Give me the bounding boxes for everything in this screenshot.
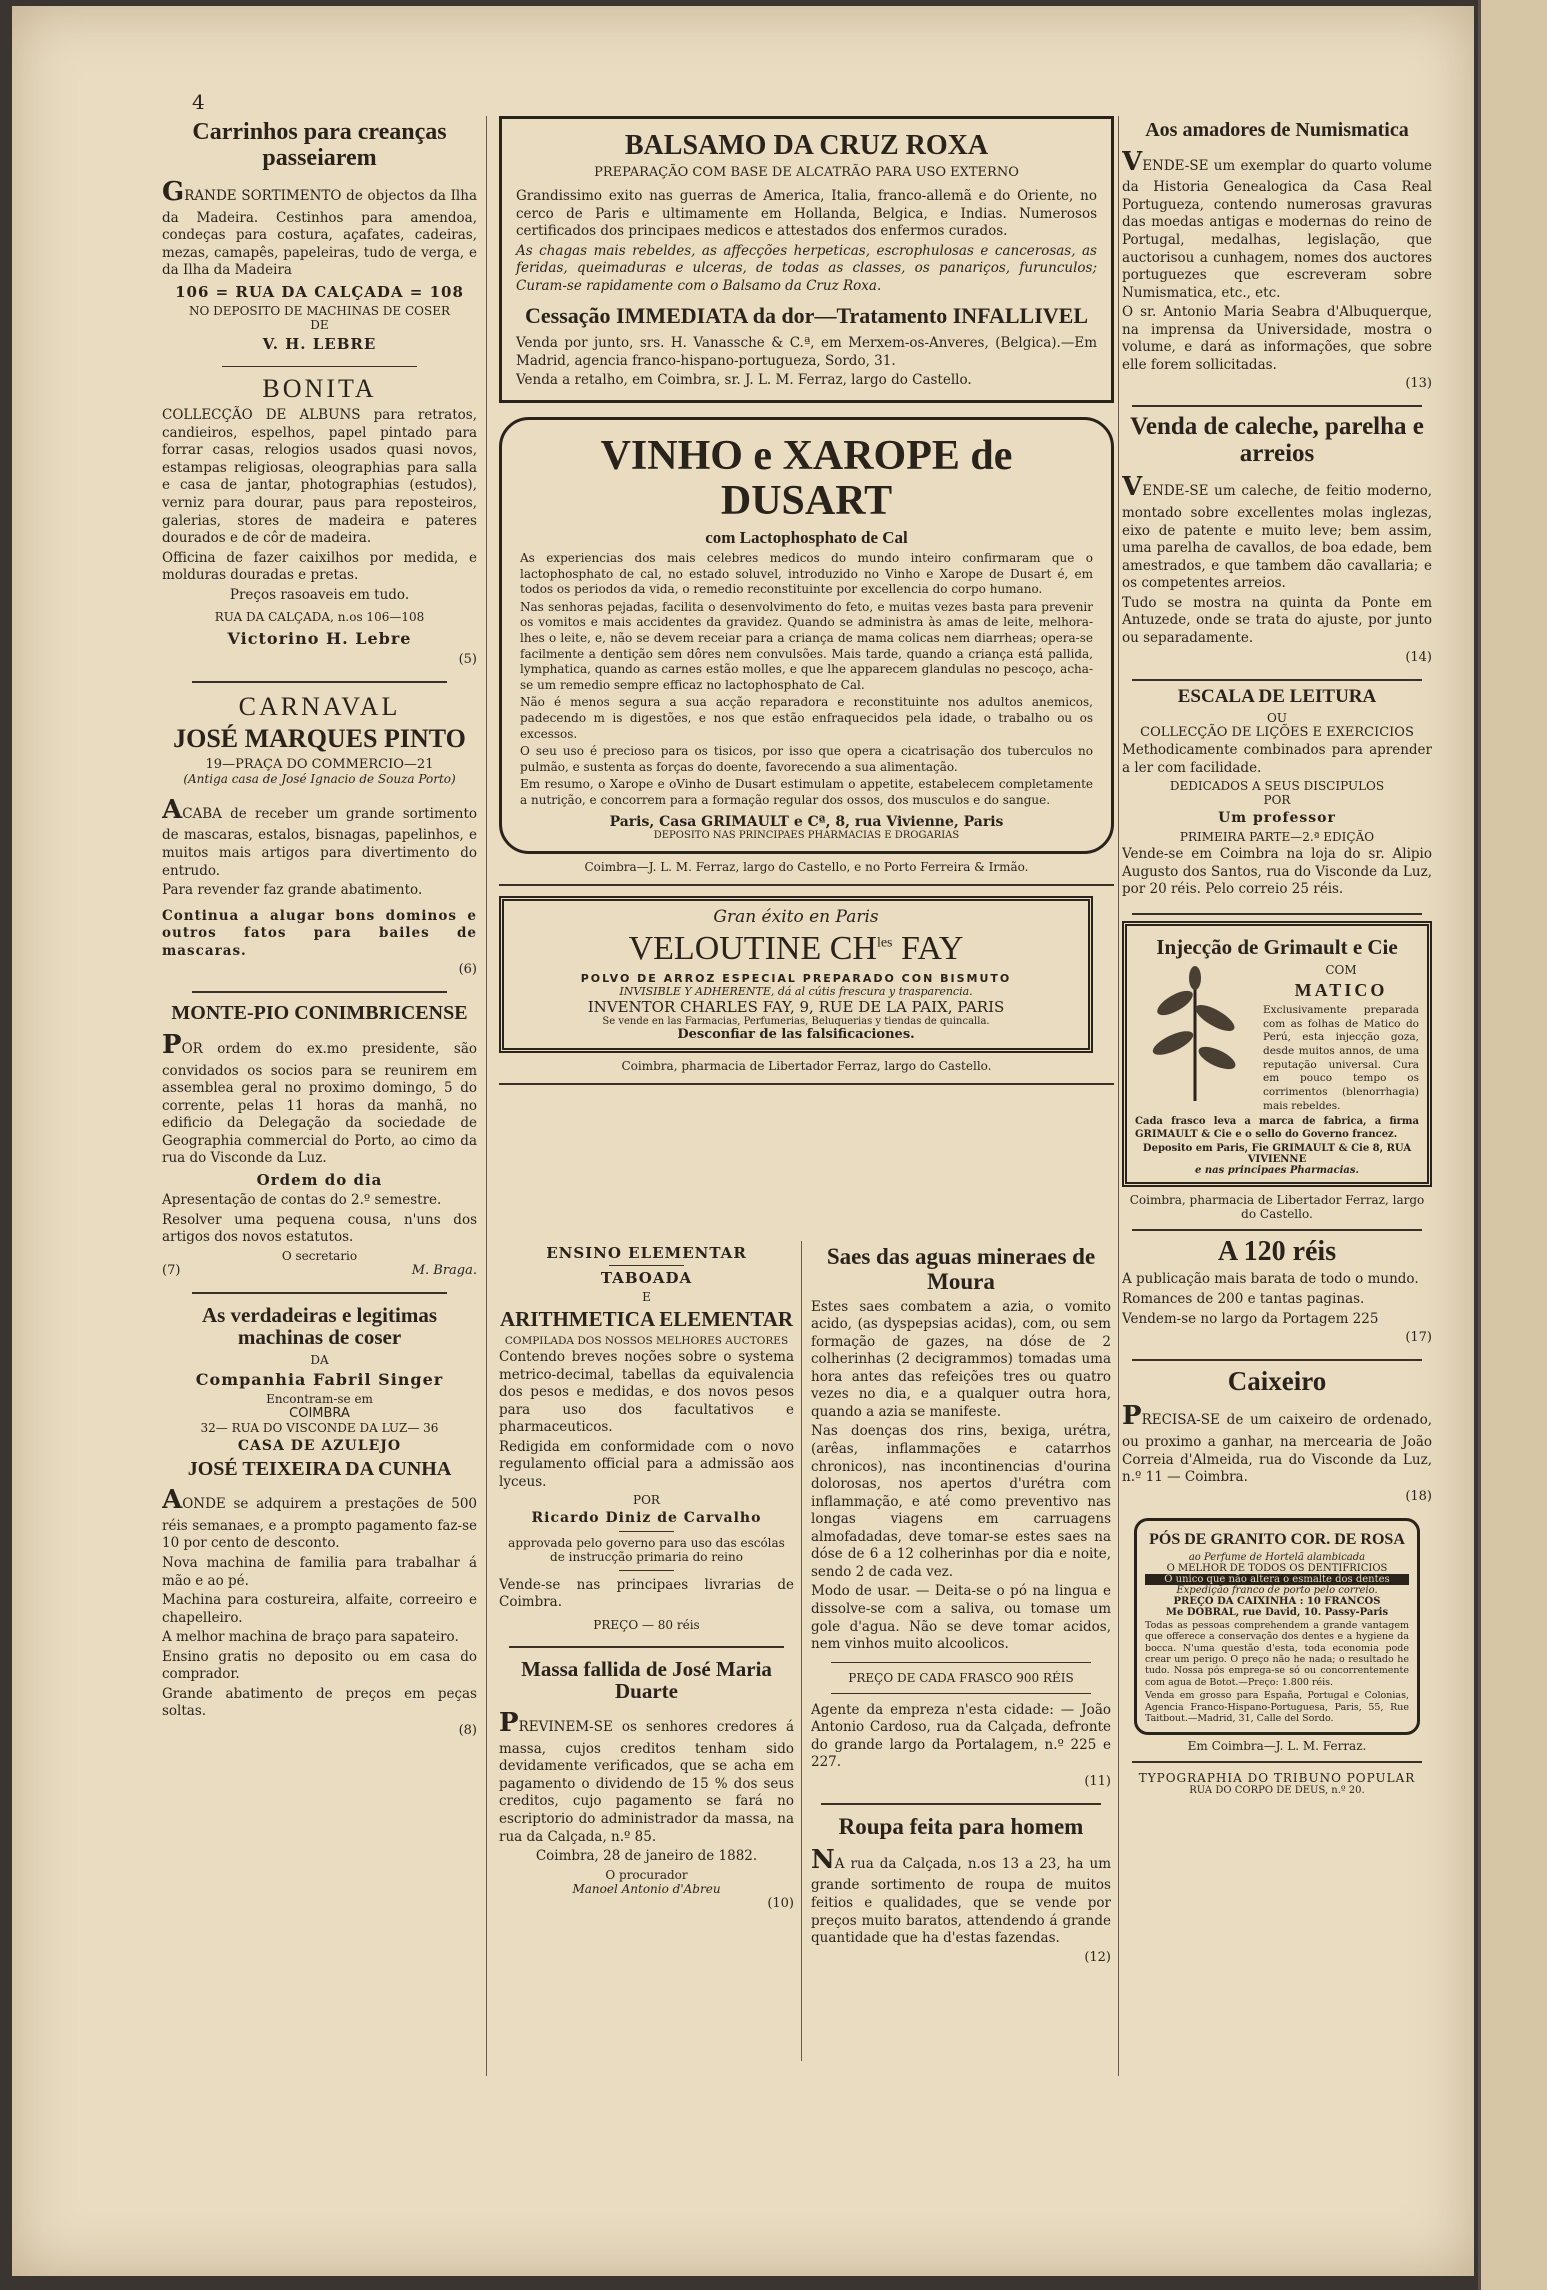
divider	[1132, 679, 1422, 681]
ad-title: BONITA	[262, 374, 377, 404]
ad-veloutine	[499, 896, 1093, 1053]
ad-deposit-2: e nas principaes Pharmacias.	[1195, 1165, 1359, 1177]
ad-company: Companhia Fabril Singer	[195, 1370, 444, 1390]
ad-roupa	[811, 1815, 1111, 1965]
divider	[831, 1662, 1091, 1663]
matico-plant-icon	[1135, 963, 1255, 1103]
ad-title: PÓS DE GRANITO COR. DE ROSA	[1149, 1530, 1405, 1548]
ad-title: Roupa feita para homem	[838, 1813, 1084, 1839]
ad-address: RUA DA CALÇADA, n.os 106—108	[214, 610, 425, 625]
ad-balsamo	[499, 116, 1114, 403]
divider	[1132, 1761, 1422, 1763]
ad-body-3: Modo de usar. — Deita-se o pó na lingua e dissolve-se com a saliva, ou tomase um gole d'agua. Não se deve tomar acidos, nem vinhos muito alcoolicos.	[811, 1583, 1111, 1653]
ad-title: Saes das aguas mineraes de Moura	[826, 1244, 1096, 1294]
typography-title: TYPOGRAPHIA DO TRIBUNO POPULAR	[1138, 1771, 1416, 1786]
ad-ref: (14)	[1405, 649, 1432, 665]
ad-expedition: Expedição franco de porto pelo correio.	[1176, 1584, 1378, 1596]
ad-com: COM	[1325, 962, 1357, 977]
ad-name: JOSÉ MARQUES PINTO	[173, 723, 466, 753]
ad-ref: (11)	[1084, 1773, 1111, 1789]
ad-de: DE	[310, 317, 329, 332]
ad-price: PREÇO — 80 réis	[593, 1617, 700, 1632]
ad-body: Contendo breves noções sobre o systema metrico-decimal, tabellas da equivalencia dos pesos e medidas, e dos novos pesos para uso dos facultativos e pharmaceuticos.	[499, 1349, 794, 1436]
ad-body-2: Nas doenças dos rins, bexiga, urétra, (arêas, inflammações e catarrhos chronicos), nas incontinencias d'ourina dolorosas, nos apertos d'urétra com inflammação, e até como preventivo nas longas viagens em carruagens almofadadas, deve tomar-se estes saes na dóse de 6 a 12 colherinhas por dia e noite, sendo 2 de cada vez.	[811, 1423, 1111, 1580]
typography-address: RUA DO CORPO DE DEUS, n.º 20.	[1189, 1785, 1365, 1797]
column-2	[499, 116, 1114, 2066]
ad-body-2: Tudo se mostra na quinta da Ponte em Antuzede, onde se trata do ajuste, por junto ou separadamente.	[1122, 594, 1432, 647]
next-page-edge	[1478, 0, 1547, 2290]
ad-body-5: Em resumo, o Xarope e oVinho de Dusart estimulam o appetite, estabelecem completamente a nutrição, e concorrem para a formação regular dos ossos, dos musculos e do sangue.	[520, 777, 1093, 807]
ad-body-4: O seu uso é precioso para os tisicos, por isso que opera a cicatrisação dos tuberculos no pulmão, e sustenta as forças do doente, favorecendo a sua alimentação.	[520, 744, 1093, 774]
ad-city: COIMBRA	[289, 1406, 350, 1422]
ad-body: Exclusivamente preparada com as folhas de Matico do Perú, esta injecção goza, desde muitos annos, de uma reputação universal. Cura em pouco tempo os corrimentos (blenorrhagia) mais rebeldes.	[1263, 1004, 1419, 1112]
ad-title: VINHO e XAROPE de DUSART	[600, 432, 1013, 525]
divider	[509, 1646, 784, 1648]
ad-body-4: Agente da empreza n'esta cidade: — João Antonio Cardoso, rua da Calçada, defronte do grande largo da Portalagem, n.º 225 e 227.	[811, 1701, 1111, 1771]
ad-numismatica	[1122, 120, 1432, 391]
ad-injeccao-footer: Coimbra, pharmacia de Libertador Ferraz, largo do Castello.	[1129, 1193, 1425, 1222]
ad-address: 106 = RUA DA CALÇADA = 108	[175, 282, 464, 301]
ad-injeccao	[1122, 921, 1432, 1187]
ad-sub: PREPARAÇÃO COM BASE DE ALCATRÃO PARA USO EXTERNO	[594, 165, 1019, 181]
ad-body: Todas as pessoas comprehendem a grande vantagem que offerece a conservação dos dentes e a hygiene da bocca. N'uma questão d'esta, toda economia pode crear um perigo. O preço não he nada; o resultado he tudo. Nossa pós emprega-se só ou concorrentemente com agua de Botot.—Preço: 1.800 réis.	[1145, 1619, 1409, 1688]
ad-body: VENDE-SE um caleche, de feitio moderno, montado sobre excellentes molas inglezas, eixo de patente e muito leve; bem assim, uma parelha de cavallos, de boa edade, bem amestrados, e que tambem dão cavallaria; e os competentes arreios.	[1122, 472, 1432, 592]
ad-vinho-footer: Coimbra—J. L. M. Ferraz, largo do Castello, e no Porto Ferreira & Irmão.	[584, 860, 1029, 875]
ad-a120	[1122, 1237, 1432, 1345]
ad-pos-granito	[1134, 1518, 1420, 1736]
ad-signature: Victorino H. Lebre	[227, 629, 412, 649]
divider	[619, 1531, 674, 1532]
column-rule	[486, 116, 487, 2076]
divider	[192, 681, 447, 683]
ad-role: O procurador	[605, 1867, 688, 1882]
ad-body: VENDE-SE um exemplar do quarto volume da Historia Genealogica da Casa Real Portugueza, contendo numerosas gravuras das moedas antigas e modernas do reino de Portugal, medalhas, legislação, que auctorisou a cunhagem, nomes dos auctores portuguezes que escreveram sobre Numismatica, etc., etc.	[1122, 146, 1432, 301]
ad-ensino	[499, 1245, 794, 1632]
divider	[499, 884, 1114, 886]
ad-ref: (18)	[1405, 1488, 1432, 1504]
ad-address: Paris, Casa GRIMAULT e Cª, 8, rua Vivienne, Paris	[609, 814, 1004, 831]
ad-body-4: A melhor machina de braço para sapateiro.	[162, 1629, 459, 1646]
ad-best: O MELHOR DE TODOS OS DENTIFRICIOS	[1166, 1562, 1388, 1574]
divider	[499, 1083, 1114, 1085]
newspaper-page	[12, 6, 1474, 2276]
ad-body: PRECISA-SE de um caixeiro de ordenado, ou proximo a ganhar, na mercearia de João Correia d'Almeida, rua do Visconde da Luz, n.º 11 — Coimbra.	[1122, 1401, 1432, 1486]
ad-title: Venda de caleche, parelha e arreios	[1130, 413, 1424, 468]
ad-body: As experiencias dos mais celebres medicos do mundo inteiro confirmaram que o lactophosphato de cal, no estado soluvel, introduzido no Vinho e Xarope de Dusart é, em todos os periodos da vida, o remedio reconstituinte por excellencia do corpo humano.	[520, 550, 1093, 597]
ad-deposit: NO DEPOSITO DE MACHINAS DE COSER	[188, 303, 451, 318]
ad-address: 19—PRAÇA DO COMMERCIO—21	[205, 756, 434, 772]
ad-title: Carrinhos para creanças passeiarem	[192, 119, 447, 171]
ad-body: Grandissimo exito nas guerras de America, Italia, franco-allemã e do Oriente, no cerco de Paris e ultimamente em Hollanda, Belgica, e Indias. Numerosos certificados dos principaes medicos e attestados dos enfermos curados.	[516, 188, 1097, 240]
ad-signer: Manoel Antonio d'Abreu	[572, 1881, 721, 1896]
ad-body: PREVINEM-SE os senhores credores á massa, cujos creditos tenham sido devidamente verificados, que se acha em pagamento o dividendo de 15 % dos seus creditos, cujo pagamento se fará no escriptorio do administrador da massa, na rua da Calçada, n.º 85.	[499, 1707, 794, 1845]
ad-body-6: Grande abatimento de preços em peças soltas.	[162, 1685, 477, 1720]
ad-found: Encontram-se em	[266, 1392, 373, 1407]
ad-body: COLLECÇÃO DE ALBUNS para retratos, candieiros, espelhos, papel pintado para forrar casas, relogios usados quasi novos, estampas religiosas, oleographias para salla e casa de jantar, photographias (estudos), verniz para dourar, paus para reposteiros, galerias, stores de madeira e pateres dourados e de côr de madeira.	[162, 407, 477, 547]
ad-saes	[811, 1245, 1111, 1789]
ad-caixeiro	[1122, 1367, 1432, 1504]
ad-headline: Cessação IMMEDIATA da dor—Tratamento INFALLIVEL	[524, 302, 1089, 328]
ad-por: POR	[633, 1493, 660, 1508]
ad-tag: Gran éxito en Paris	[713, 907, 879, 928]
ad-sub: ao Perfume de Hortelã alambicada	[1188, 1551, 1366, 1563]
ad-ref: (8)	[458, 1722, 477, 1738]
ad-massa	[499, 1658, 794, 1911]
ad-body-2: Cada frasco leva a marca de fabrica, a firma GRIMAULT & Cie e o sello do Governo francez.	[1135, 1116, 1419, 1141]
ad-ref: (13)	[1405, 376, 1432, 392]
page-number: 4	[192, 90, 205, 114]
ad-former: (Antiga casa de José Ignacio de Souza Porto)	[183, 771, 456, 786]
ad-ref: (6)	[458, 962, 477, 978]
ad-e: E	[642, 1290, 651, 1305]
divider	[1132, 1229, 1422, 1231]
ad-title: A 120 réis	[1217, 1236, 1337, 1268]
ad-veloutine-footer: Coimbra, pharmacia de Libertador Ferraz, largo do Castello.	[621, 1059, 992, 1074]
ad-da: DA	[310, 1353, 329, 1368]
ad-body-2: Nas senhoras pejadas, facilita o desenvolvimento do feto, e muitas vezes basta para prevenir os vomitos e mais accidentes da gravidez. Quando se administra às amas de leite, melhora-lhes o leite, e, não se devem receiar para a criança de mama colicas nem diarrheas; opera-se facilmente a dentição sem dôres nem convulsões. Mais tarde, quando a criança está pallida, lymphatica, quando as carnes estão molles, e que lhe apparecem glandulas no pescoço, acha-se um remedio sempre efficaz no lactophosphato de Cal.	[520, 599, 1093, 692]
ad-order: Ordem do dia	[256, 1170, 383, 1189]
ad-title: CARNAVAL	[238, 691, 401, 721]
column-1	[162, 116, 477, 2066]
ad-sale: Vende-se nas principaes livrarias de Coimbra.	[499, 1576, 794, 1611]
ad-t2: ARITHMETICA ELEMENTAR	[499, 1307, 794, 1332]
ad-ref: (12)	[1084, 1949, 1111, 1965]
ad-body-2: Redigida em conformidade com o novo regulamento official para a admissão aos lyceus.	[499, 1438, 794, 1490]
ad-sub: COMPILADA DOS NOSSOS MELHORES AUCTORES	[504, 1335, 789, 1348]
ad-price: PREÇO DE CADA FRASCO 900 RÉIS	[848, 1670, 1074, 1685]
ad-body-5: Ensino gratis no deposito ou em casa do comprador.	[162, 1648, 477, 1683]
ad-sub: COLLECÇÃO DE LIÇÕES E EXERCICIOS	[1140, 725, 1414, 741]
column-2a	[499, 1241, 794, 2066]
ad-title-2: FAY	[901, 930, 964, 968]
ad-body: NA rua da Calçada, n.os 13 a 23, ha um grande sortimento de roupa de muitos feitios e qualidades, que se vende por preços muito baratos, attendendo á grande quantidade que ha d'estas fazendas.	[811, 1844, 1111, 1947]
ad-author: Um professor	[1218, 810, 1336, 827]
ad-sold: Se vende en las Farmacias, Perfumerias, Beluquerias y tiendas de quincalla.	[602, 1016, 990, 1028]
column-rule	[1118, 116, 1119, 2076]
ad-deposit: Deposito em Paris, Fie GRIMAULT & Cie 8, RUA VIVIENNE	[1142, 1143, 1412, 1166]
divider	[821, 1803, 1101, 1805]
ad-title: Injecção de Grimault e Cie	[1156, 934, 1398, 959]
ad-sub: com Lactophosphato de Cal	[705, 527, 908, 547]
ad-title: Caixeiro	[1227, 1366, 1327, 1397]
ad-body-3: Continua a alugar bons dominos e outros fatos para bailes de mascaras.	[162, 907, 477, 959]
ad-caleche	[1122, 413, 1432, 664]
ad-body-2: Nova machina de familia para trabalhar á mão e ao pé.	[162, 1555, 477, 1589]
ad-body-3: Preços rasoaveis em tudo.	[229, 586, 410, 603]
ad-body-3: Machina para costureira, alfaite, correeiro e chapelleiro.	[162, 1592, 477, 1626]
ad-body-2: Romances de 200 e tantas paginas.	[1122, 1290, 1365, 1307]
ad-owner: V. H. LEBRE	[262, 334, 377, 353]
divider	[619, 1570, 674, 1571]
ad-body-2: Officina de fazer caixilhos por medida, e molduras douradas e pretas.	[162, 549, 477, 584]
ad-singer	[162, 1304, 477, 1738]
divider	[1132, 405, 1422, 407]
divider	[831, 1693, 1091, 1694]
ad-secretary: O secretario	[281, 1248, 358, 1263]
ad-ref: (17)	[1405, 1330, 1432, 1346]
ad-unique: O unico que não altera o esmalte dos dentes	[1145, 1574, 1409, 1585]
ad-montepio	[162, 1003, 477, 1278]
ad-name: JOSÉ TEIXEIRA DA CUNHA	[187, 1457, 452, 1480]
ad-body-2: O sr. Antonio Maria Seabra d'Albuquerque, na imprensa da Universidade, mostra o volume, e dará as informações, que sobre elle forem sollicitadas.	[1122, 304, 1432, 373]
column-3	[1122, 116, 1432, 2066]
ad-body: A publicação mais barata de todo o mundo.	[1122, 1271, 1419, 1288]
ad-title: BALSAMO DA CRUZ ROXA	[624, 130, 989, 161]
ad-bonita	[162, 375, 477, 666]
ad-body-2: Para revender faz grande abatimento.	[162, 882, 423, 899]
ad-ref: (7)	[162, 1262, 181, 1278]
column-2b	[811, 1241, 1111, 2066]
ad-title-sup: les	[876, 936, 893, 952]
ad-ou: OU	[1267, 711, 1287, 726]
ad-edition: PRIMEIRA PARTE—2.ª EDIÇÃO	[1179, 830, 1375, 845]
ad-body-3: Vendem-se no largo da Portagem 225	[1122, 1310, 1379, 1327]
ad-body-2: Venda em grosso para España, Portugal e Colonias, Agencia Franco-Hispano-Portuguesa, Paris, 55, Rue Taitbout.—Madrid, 31, Calle del Sordo.	[1145, 1690, 1409, 1725]
ad-title: MONTE-PIO CONIMBRICENSE	[171, 1002, 468, 1025]
ad-body: Methodicamente combinados para aprender a ler com facilidade.	[1122, 742, 1432, 776]
ad-body-3: Não é menos segura a sua acção reparadora e reconstituinte nos adultos anemicos, padecendo m is digestões, e nos que estão enfraquecidos pela idade, o trabalho ou os excessos.	[520, 695, 1093, 741]
ad-pos-footer: Em Coimbra—J. L. M. Ferraz.	[1187, 1739, 1367, 1754]
ad-body: Estes saes combatem a azia, o vomito acido, (as dyspepsias acidas), com, ou sem formação de gazes, na dóse de 2 colherinhas (2 decigrammos) tomadas uma hora antes das refeições tres ou quatro vezes no dia, e a qualquer outra hora, quando a azia se manifeste.	[811, 1298, 1111, 1420]
divider	[1132, 1359, 1422, 1361]
ad-date: Coimbra, 28 de janeiro de 1882.	[535, 1848, 758, 1865]
ad-deposit: DEPOSITO NAS PRINCIPAES PHARMACIAS E DROGARIAS	[653, 830, 960, 842]
ad-body-3: Resolver uma pequena cousa, n'uns dos artigos dos novos estatutos.	[162, 1211, 477, 1246]
ad-vinho	[499, 417, 1114, 855]
ad-matico: MATICO	[1294, 979, 1388, 1000]
ad-title: Aos amadores de Numismatica	[1145, 119, 1409, 141]
divider	[609, 1265, 684, 1266]
ad-body: ACABA de receber um grande sortimento de mascaras, estalos, bisnagas, papelinhos, e muitos mais artigos para divertimento do entrudo.	[162, 794, 477, 879]
column-rule	[801, 1241, 802, 2061]
ad-price: PREÇO DA CAIXINHA : 10 FRANCOS	[1173, 1595, 1381, 1607]
ad-carnaval	[162, 693, 477, 978]
ad-title: As verdadeiras e legitimas machinas de coser	[201, 1302, 438, 1350]
ad-escala	[1122, 687, 1432, 899]
ad-maker: Me DOBRAL, rue David, 10. Passy-Paris	[1165, 1606, 1389, 1618]
ad-author: Ricardo Diniz de Carvalho	[531, 1510, 762, 1527]
ad-title: Massa fallida de José Maria Duarte	[521, 1656, 772, 1704]
ad-title: VELOUTINE CH	[628, 930, 877, 968]
ad-address: 32— RUA DO VISCONDE DA LUZ— 36	[200, 1421, 439, 1436]
ad-body-4: Venda a retalho, em Coimbra, sr. J. L. M. Ferraz, largo do Castello.	[516, 372, 972, 389]
ad-ref: (5)	[458, 651, 477, 667]
ad-body-2: Vende-se em Coimbra na loja do sr. Alipio Augusto dos Santos, rua do Visconde da Luz, por 20 réis. Pelo correio 25 réis.	[1122, 846, 1432, 898]
ad-sub: POLVO DE ARROZ ESPECIAL PREPARADO CON BISMUTO	[580, 972, 1012, 986]
ad-body-2: As chagas mais rebeldes, as affecções herpeticas, escrophulosas e cancerosas, as feridas, queimaduras e ulceras, de todas as classes, os panariços, furunculos; Curam-se rapidamente com o Balsamo da Cruz Roxa.	[516, 242, 1097, 294]
ad-inventor: INVENTOR CHARLES FAY, 9, RUE DE LA PAIX, PARIS	[587, 998, 1005, 1017]
ad-dedicated: DEDICADOS A SEUS DISCIPULOS	[1169, 779, 1385, 794]
ad-body-3: Venda por junto, srs. H. Vanassche & C.ª, em Merxem-os-Anveres, (Belgica).—Em Madrid, agencia franco-hispano-portugueza, Sordo, 31.	[516, 335, 1097, 369]
ad-sub-2: INVISIBLE Y ADHERENTE, dá al cútis frescura y trasparencia.	[619, 985, 973, 999]
ad-beware: Desconfiar de las falsificaciones.	[677, 1027, 915, 1043]
divider	[192, 991, 447, 993]
ad-signer: M. Braga.	[411, 1262, 477, 1278]
ad-ref: (10)	[767, 1895, 794, 1911]
ad-house: CASA DE AZULEJO	[237, 1438, 402, 1455]
ad-body: GRANDE SORTIMENTO de objectos da Ilha da Madeira. Cestinhos para amendoa, condeças para costura, açafates, cadeiras, mezas, camapês, papeleiras, tudo de verga, e da Ilha da Madeira	[162, 176, 477, 279]
ad-title: ESCALA DE LEITURA	[1177, 685, 1377, 707]
ad-carrinhos	[162, 120, 477, 352]
ad-body: POR ordem do ex.mo presidente, são convidados os socios para se reunirem em assemblea geral no proximo domingo, 5 do corrente, pelas 11 horas da manhã, no edificio da Delegação da sociedade de Geographia commercial do Porto, ao cimo da rua do Visconde da Luz.	[162, 1029, 477, 1167]
ad-body-2: Apresentação de contas do 2.º semestre.	[162, 1192, 442, 1209]
ad-title: ENSINO ELEMENTAR	[546, 1244, 747, 1262]
ad-por: POR	[1263, 793, 1291, 808]
ad-approved: approvada pelo governo para uso das escólas de instrucção primaria do reino	[508, 1535, 785, 1564]
ad-body: AONDE se adquirem a prestações de 500 réis semanaes, e a prompto pagamento faz-se 10 por cento de desconto.	[162, 1485, 477, 1552]
divider	[192, 1292, 447, 1294]
ad-t1: TABOADA	[600, 1269, 693, 1288]
divider	[1132, 913, 1422, 915]
divider	[222, 366, 417, 367]
